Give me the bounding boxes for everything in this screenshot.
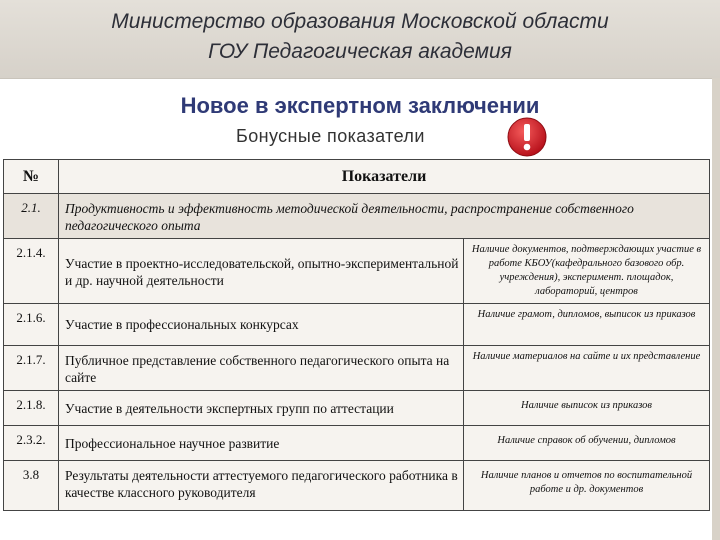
row-indicator: Участие в деятельности экспертных групп по аттестации [59,391,464,426]
row-indicator: Результаты деятельности аттестуемого педагогического работника в качестве классного руководителя [59,461,464,511]
row-indicator: Профессиональное научное развитие [59,426,464,461]
section-text: Продуктивность и эффективность методической деятельности, распространение собственного педагогического опыта [59,194,710,239]
row-indicator: Участие в проектно-исследовательской, опытно-экспериментальной и др. научной деятельности [59,239,464,304]
row-evidence: Наличие грамот, дипломов, выписок из приказов [464,304,710,346]
table-row [4,426,710,461]
row-evidence: Наличие справок об обучении, дипломов [464,426,710,461]
row-num: 2.1.7. [4,346,59,391]
ministry-title: Министерство образования Московской области [111,10,609,33]
row-indicator: Публичное представление собственного педагогического опыта на сайте [59,346,464,391]
exclamation-icon [506,116,548,158]
row-num: 2.1.6. [4,304,59,346]
table-row [4,239,710,304]
table-row [4,304,710,346]
side-stripe [712,78,720,540]
table-row [4,391,710,426]
indicators-table [3,159,710,511]
table-header-row [4,160,710,194]
row-evidence: Наличие выписок из приказов [464,391,710,426]
section-num: 2.1. [4,194,59,239]
slide-title: Новое в экспертном заключении [180,93,540,118]
row-evidence: Наличие планов и отчетов по воспитательной работе и др. документов [464,461,710,511]
section-row [4,194,710,239]
row-num: 2.1.4. [4,239,59,304]
header-indicators: Показатели [59,160,710,194]
slide-subtitle: Бонусные показатели [236,126,425,146]
header-num: № [4,160,59,194]
row-num: 2.3.2. [4,426,59,461]
row-num: 3.8 [4,461,59,511]
row-indicator: Участие в профессиональных конкурсах [59,304,464,346]
table-row [4,346,710,391]
academy-title: ГОУ Педагогическая академия [208,40,512,63]
table-row [4,461,710,511]
header-band [0,0,720,79]
row-evidence: Наличие материалов на сайте и их представление [464,346,710,391]
row-evidence: Наличие документов, подтверждающих участие в работе КБОУ(кафедрального базового обр. учреждения), эксперимент. площадок, лабораторий, центров [464,239,710,304]
row-num: 2.1.8. [4,391,59,426]
